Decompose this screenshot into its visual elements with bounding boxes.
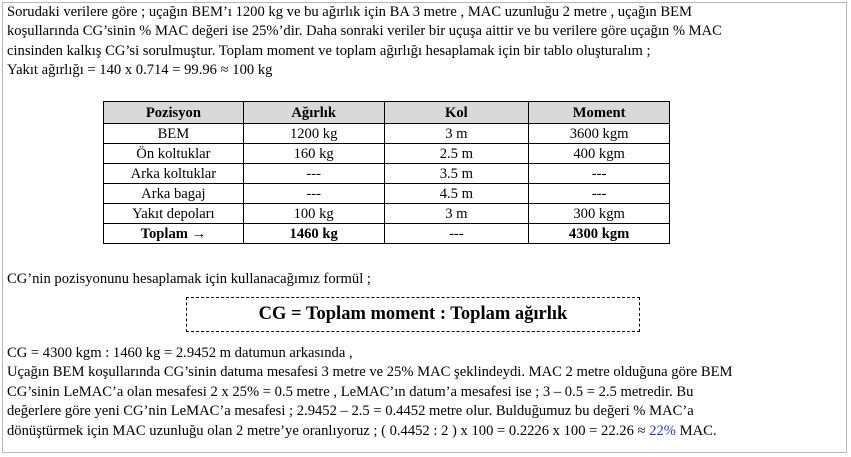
- total-moment: 4300 kgm: [529, 224, 670, 244]
- solution-line-5: [7, 422, 845, 441]
- cell-arm: 4.5 m: [384, 184, 529, 204]
- cell-moment: ---: [529, 164, 670, 184]
- solution-line-5-text: dönüştürmek için MAC uzunluğu olan 2 metre’ye oranlıyoruz ; ( 0.4452 : 2 ) x 100 = 0.2226 x 100 = 22.26 ≈: [7, 422, 650, 439]
- cell-position: Yakıt depoları: [104, 204, 244, 224]
- intro-line-4: Yakıt ağırlığı = 140 x 0.714 = 99.96 ≈ 100 kg: [7, 62, 273, 79]
- intro-line-2: koşullarında CG’sinin % MAC değeri ise 25%’dir. Daha sonraki veriler bir uçuşa aittir ve bu verilere göre uçağın % MAC: [7, 23, 722, 40]
- table-row: [104, 204, 670, 224]
- weight-moment-table: [103, 101, 670, 244]
- table-row: [104, 164, 670, 184]
- solution-line-3: CG’sinin LeMAC’a olan mesafesi 2 x 25% = 0.5 metre , LeMAC’ın datum’a mesafesi ise ; 3 – 0.5 = 2.5 metredir. Bu: [7, 383, 694, 400]
- cell-moment: 300 kgm: [529, 204, 670, 224]
- solution-line-1: CG = 4300 kgm : 1460 kg = 2.9452 m datumun arkasında ,: [7, 345, 353, 361]
- header-position: Pozisyon: [104, 102, 244, 124]
- cell-weight: 1200 kg: [243, 124, 384, 144]
- cell-arm: 2.5 m: [384, 144, 529, 164]
- header-arm: Kol: [384, 102, 529, 124]
- total-weight: 1460 kg: [243, 224, 384, 244]
- total-arm: ---: [384, 224, 529, 244]
- formula-intro-text: CG’nin pozisyonunu hesaplamak için kullanacağımız formül ;: [7, 271, 371, 287]
- cell-position: Ön koltuklar: [104, 144, 244, 164]
- solution-line-2: Uçağın BEM koşullarında CG’sinin datuma mesafesi 3 metre ve 25% MAC şeklindeydi. MAC 2 metre olduğuna göre BEM: [7, 364, 733, 381]
- intro-line-1: Sorudaki verilere göre ; uçağın BEM’ı 1200 kg ve bu ağırlık için BA 3 metre , MAC uzunluğu 2 metre , uçağın BEM: [7, 4, 692, 20]
- cell-position: BEM: [104, 124, 244, 144]
- solution-line-4: değerlere göre yeni CG’nin LeMAC’a mesafesi ; 2.9452 – 2.5 = 0.4452 metre olur. Bulduğumuz bu değeri % MAC’a: [7, 403, 694, 420]
- total-label: Toplam →: [104, 224, 244, 244]
- answer-value: 22%: [649, 422, 676, 439]
- header-weight: Ağırlık: [243, 102, 384, 124]
- cell-weight: 160 kg: [243, 144, 384, 164]
- cell-position: Arka koltuklar: [104, 164, 244, 184]
- table-total-row: [104, 224, 670, 244]
- cell-position: Arka bagaj: [104, 184, 244, 204]
- intro-paragraph: [7, 3, 845, 81]
- cell-moment: ---: [529, 184, 670, 204]
- table-row: [104, 124, 670, 144]
- cell-weight: ---: [243, 164, 384, 184]
- cell-weight: 100 kg: [243, 204, 384, 224]
- cell-moment: 400 kgm: [529, 144, 670, 164]
- table-row: [104, 144, 670, 164]
- cell-arm: 3 m: [384, 124, 529, 144]
- cell-arm: 3.5 m: [384, 164, 529, 184]
- formula-box: [186, 297, 640, 332]
- cell-moment: 3600 kgm: [529, 124, 670, 144]
- solution-paragraph: [7, 344, 845, 441]
- formula-text: CG = Toplam moment : Toplam ağırlık: [258, 304, 568, 324]
- solution-line-5-end: MAC.: [675, 422, 717, 439]
- cell-weight: ---: [243, 184, 384, 204]
- header-moment: Moment: [529, 102, 670, 124]
- intro-line-3: cinsinden kalkış CG’si sorulmuştur. Toplam moment ve toplam ağırlığı hesaplamak için bir tablo oluşturalım ;: [7, 42, 651, 59]
- cell-arm: 3 m: [384, 204, 529, 224]
- table-row: [104, 184, 670, 204]
- table-header-row: [104, 102, 670, 124]
